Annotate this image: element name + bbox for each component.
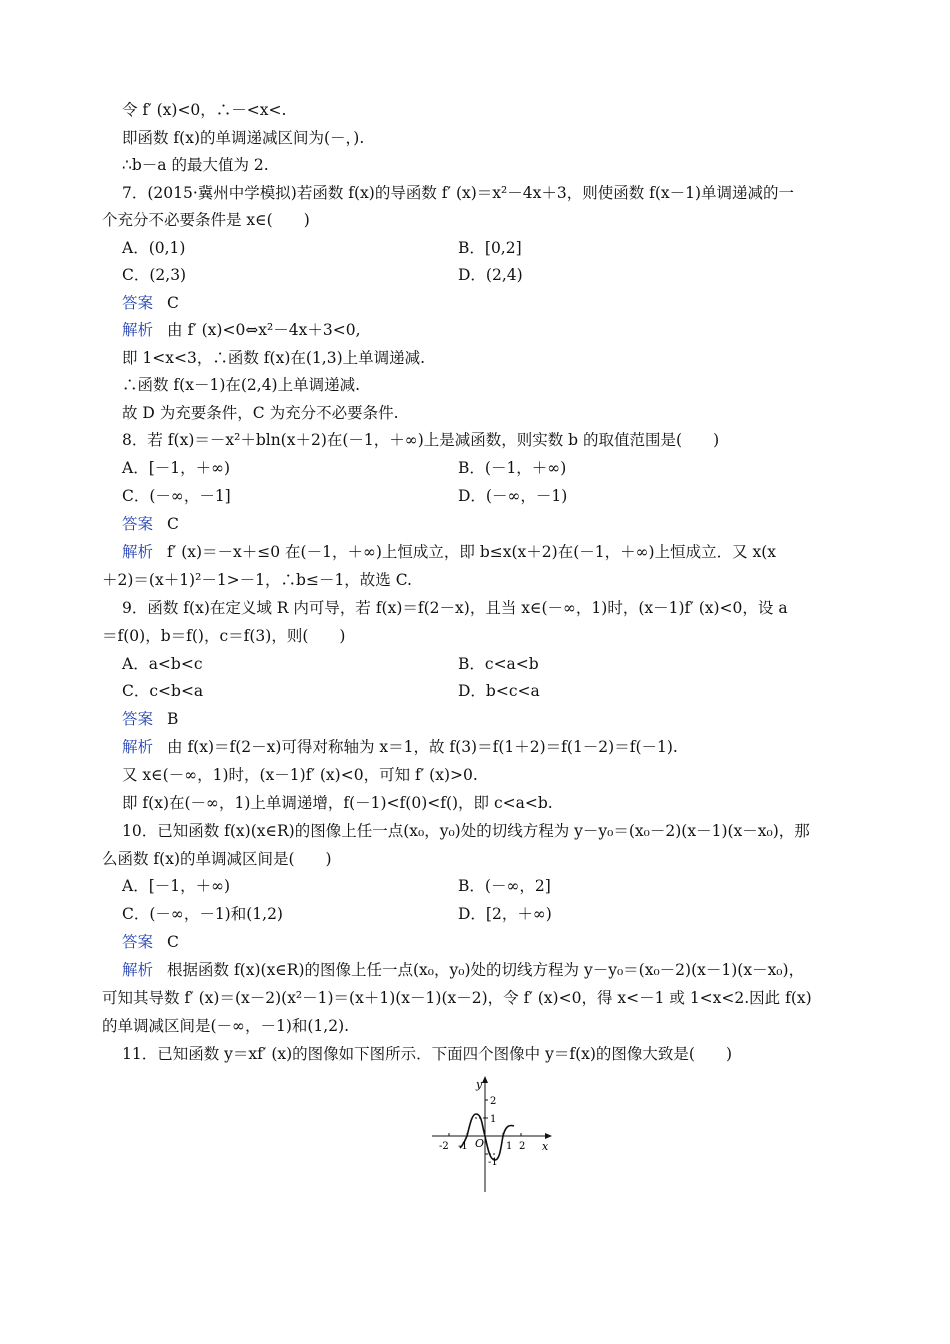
analysis-text: 由 f′ (x)<0⇔x²－4x＋3<0, xyxy=(167,321,361,339)
question-8-option-a: A．[－1，＋∞) xyxy=(122,459,231,477)
x-tick-label: 2 xyxy=(519,1141,526,1152)
y-tick-label: 1 xyxy=(490,1114,497,1125)
analysis-label: 解析 xyxy=(122,738,154,756)
answer-value: B xyxy=(167,710,179,728)
question-8-option-c: C．(－∞，－1] xyxy=(122,487,231,505)
question-9-stem-cont: ＝f(0)，b＝f()，c＝f(3)，则( ) xyxy=(102,627,346,645)
question-9-option-b: B．c<a<b xyxy=(458,655,539,673)
analysis-text: 由 f(x)＝f(2－x)可得对称轴为 x＝1，故 f(3)＝f(1＋2)＝f(1－2)＝f(－1). xyxy=(167,738,678,756)
text-line: ∴b－a 的最大值为 2. xyxy=(122,156,269,174)
analysis-label: 解析 xyxy=(122,543,154,561)
question-9-option-d: D．b<c<a xyxy=(458,682,540,700)
question-9-option-c: C．c<b<a xyxy=(122,682,204,700)
question-10-option-c: C．(－∞，－1)和(1,2) xyxy=(122,905,283,923)
origin-label: O xyxy=(475,1137,485,1150)
analysis-label: 解析 xyxy=(122,961,154,979)
text-line: ∴函数 f(x－1)在(2,4)上单调递减. xyxy=(122,376,361,394)
y-tick-label: -1 xyxy=(488,1157,498,1168)
curve-y-xfprime xyxy=(460,1114,514,1160)
function-graph xyxy=(420,1070,560,1196)
question-9-stem: 9．函数 f(x)在定义域 R 内可导，若 f(x)＝f(2－x)，且当 x∈(－∞，1)时，(x－1)f′ (x)<0，设 a xyxy=(122,599,788,617)
x-axis-arrow xyxy=(545,1133,552,1139)
question-7-option-c: C．(2,3) xyxy=(122,266,187,284)
text-line: 令 f′ (x)<0，∴－<x<. xyxy=(122,101,287,119)
text-line: ＋2)＝(x＋1)²－1>－1，∴b≤－1，故选 C. xyxy=(102,571,412,589)
question-8-option-d: D．(－∞，－1) xyxy=(458,487,568,505)
analysis-text: 根据函数 f(x)(x∈R)的图像上任一点(x₀，y₀)处的切线方程为 y－y₀＝(x₀－2)(x－1)(x－x₀)， xyxy=(167,961,805,979)
question-8-analysis xyxy=(122,538,776,566)
text-line: 的单调减区间是(－∞，－1)和(1,2). xyxy=(102,1017,350,1035)
y-tick-label: 2 xyxy=(490,1096,497,1107)
text-line: 即 1<x<3，∴函数 f(x)在(1,3)上单调递减. xyxy=(122,349,426,367)
x-tick-label: -2 xyxy=(439,1141,449,1152)
question-9-answer xyxy=(122,705,178,733)
question-7-answer xyxy=(122,289,179,317)
answer-value: C xyxy=(167,515,179,533)
text-line: 可知其导数 f′ (x)＝(x－2)(x²－1)＝(x＋1)(x－1)(x－2)，令 f′ (x)<0，得 x<－1 或 1<x<2.因此 f(x) xyxy=(102,989,812,1007)
answer-value: C xyxy=(167,933,179,951)
question-10-option-b: B．(－∞，2] xyxy=(458,877,551,895)
y-axis-arrow xyxy=(482,1076,488,1083)
analysis-label: 解析 xyxy=(122,321,154,339)
question-10-stem-cont: 么函数 f(x)的单调减区间是( ) xyxy=(102,850,332,868)
question-10-option-d: D．[2，＋∞) xyxy=(458,905,552,923)
question-7-stem-cont: 个充分不必要条件是 x∈( ) xyxy=(102,211,310,229)
answer-label: 答案 xyxy=(122,710,154,728)
text-line: 即函数 f(x)的单调递减区间为(－，). xyxy=(122,129,365,147)
question-8-stem: 8．若 f(x)＝－x²＋bln(x＋2)在(－1，＋∞)上是减函数，则实数 b 的取值范围是( ) xyxy=(122,431,720,449)
x-axis-label: x xyxy=(542,1140,549,1153)
question-11-stem: 11．已知函数 y＝xf′ (x)的图像如下图所示．下面四个图像中 y＝f(x)的图像大致是( ) xyxy=(122,1045,733,1063)
question-10-option-a: A．[－1，＋∞) xyxy=(122,877,231,895)
question-7-option-b: B．[0,2] xyxy=(458,239,522,257)
y-axis-label: y xyxy=(476,1078,483,1091)
answer-label: 答案 xyxy=(122,933,154,951)
text-line: 又 x∈(－∞，1)时，(x－1)f′ (x)<0，可知 f′ (x)>0. xyxy=(122,766,478,784)
question-7-option-a: A．(0,1) xyxy=(122,239,186,257)
question-8-option-b: B．(－1，＋∞) xyxy=(458,459,567,477)
text-line: 故 D 为充要条件，C 为充分不必要条件. xyxy=(122,404,399,422)
question-9-analysis xyxy=(122,733,678,761)
answer-label: 答案 xyxy=(122,294,154,312)
question-7-option-d: D．(2,4) xyxy=(458,266,523,284)
question-10-analysis xyxy=(122,956,804,984)
question-8-answer xyxy=(122,510,179,538)
question-7-analysis xyxy=(122,316,361,344)
answer-value: C xyxy=(167,294,179,312)
question-10-stem: 10．已知函数 f(x)(x∈R)的图像上任一点(x₀，y₀)处的切线方程为 y－y₀＝(x₀－2)(x－1)(x－x₀)，那 xyxy=(122,822,810,840)
question-9-option-a: A．a<b<c xyxy=(122,655,203,673)
text-line: 即 f(x)在(－∞，1)上单调递增，f(－1)<f(0)<f()，即 c<a<b. xyxy=(122,794,553,812)
answer-label: 答案 xyxy=(122,515,154,533)
question-10-answer xyxy=(122,928,179,956)
question-7-stem: 7．(2015·冀州中学模拟)若函数 f(x)的导函数 f′ (x)＝x²－4x＋3，则使函数 f(x－1)单调递减的一 xyxy=(122,184,795,202)
x-tick-label: 1 xyxy=(506,1141,513,1152)
x-tick-label: -1 xyxy=(458,1141,468,1152)
analysis-text: f′ (x)＝－x＋≤0 在(－1，＋∞)上恒成立，即 b≤x(x＋2)在(－1，＋∞)上恒成立．又 x(x xyxy=(167,543,777,561)
